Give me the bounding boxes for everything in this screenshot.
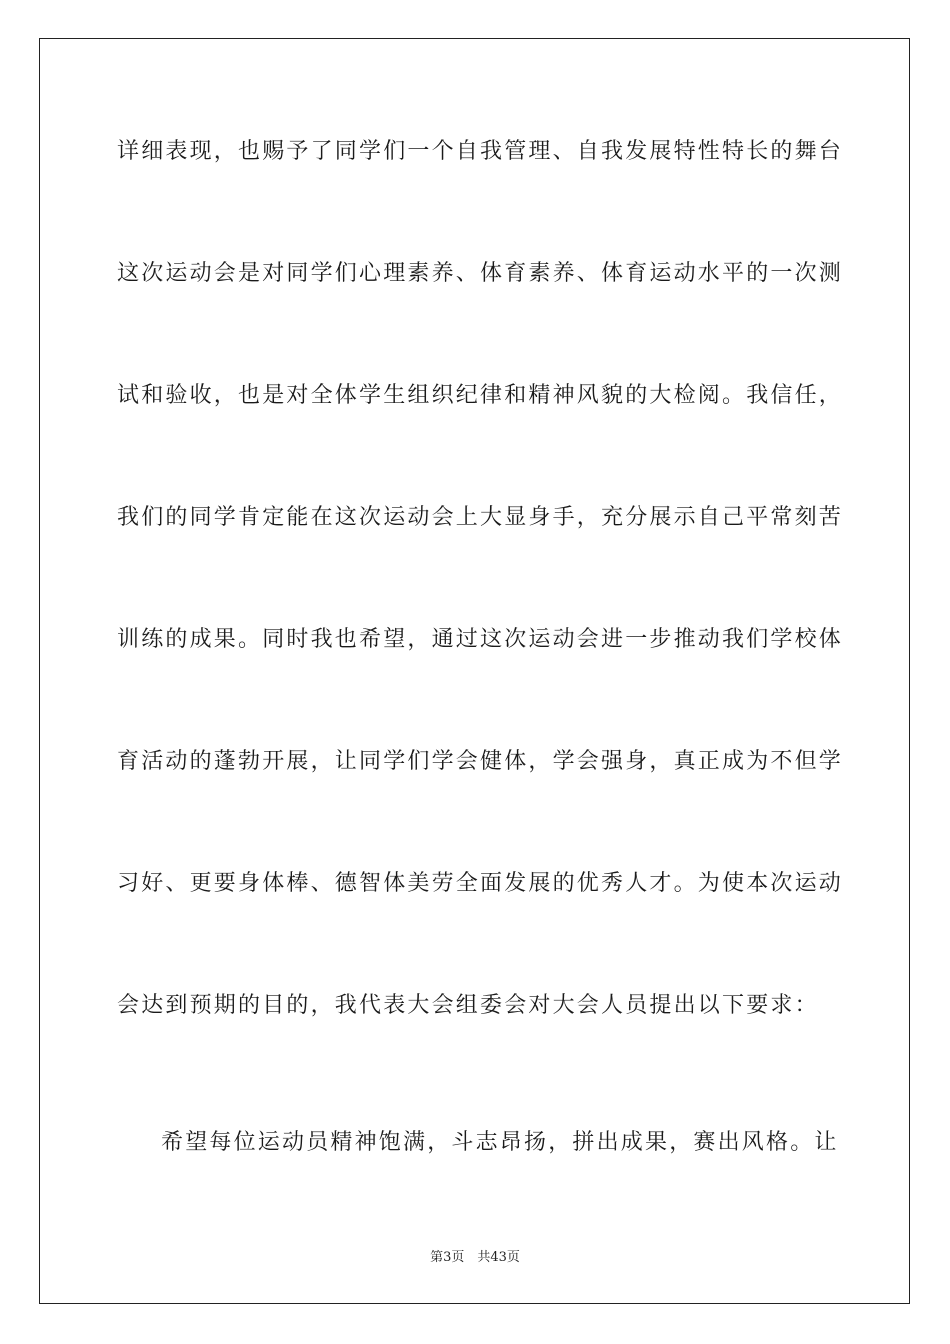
text-line-8: 会达到预期的目的，我代表大会组委会对大会人员提出以下要求： <box>117 993 819 1018</box>
text-line-4: 我们的同学肯定能在这次运动会上大显身手，充分展示自己平常刻苦 <box>117 505 844 530</box>
page-number-footer: 第3页 共43页 <box>430 1250 520 1265</box>
text-line-2: 这次运动会是对同学们心理素养、体育素养、体育运动水平的一次测 <box>117 261 844 286</box>
page-border <box>39 38 910 1304</box>
text-line-1: 详细表现，也赐予了同学们一个自我管理、自我发展特性特长的舞台 <box>117 139 844 164</box>
text-line-6: 育活动的蓬勃开展，让同学们学会健体，学会强身，真正成为不但学 <box>117 749 844 774</box>
text-line-3: 试和验收，也是对全体学生组织纪律和精神风貌的大检阅。我信任， <box>117 383 844 408</box>
text-line-7: 习好、更要身体棒、德智体美劳全面发展的优秀人才。为使本次运动 <box>117 871 844 896</box>
text-line-5: 训练的成果。同时我也希望，通过这次运动会进一步推动我们学校体 <box>117 627 844 652</box>
text-line-9: 希望每位运动员精神饱满，斗志昂扬，拼出成果，赛出风格。让 <box>161 1130 839 1155</box>
